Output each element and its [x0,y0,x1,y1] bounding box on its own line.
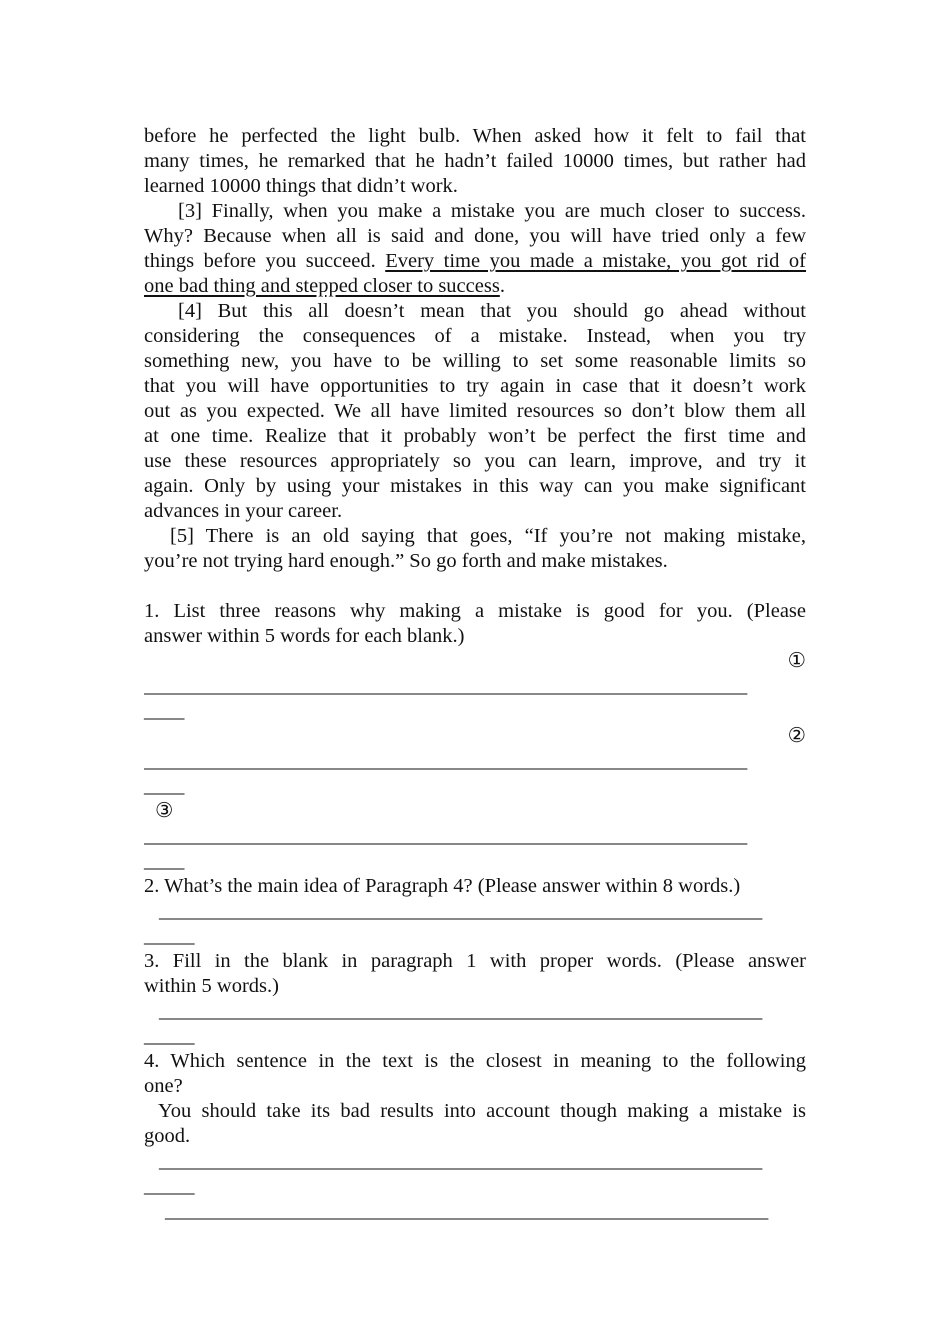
text-line: [3] Finally, when you make a mistake you are much closer to success. [178,200,806,222]
answer-line-extra[interactable]: ____________________________________________________________ [165,1200,769,1222]
answer-line-2-continued[interactable]: ____ [144,775,185,797]
question-text: within 5 words.) [144,975,279,997]
underlined-sentence: one bad thing and stepped closer to success [144,275,500,297]
answer-line-continued[interactable]: _____ [144,1175,195,1197]
quoted-sentence: good. [144,1125,191,1147]
paragraph-4 [144,299,806,524]
answer-line[interactable]: ____________________________________________________________ [159,1000,763,1022]
text-line [144,249,806,274]
question-text: one? [144,1075,183,1097]
answer-line-3[interactable]: ____________________________________________________________ [144,825,748,847]
question-text: 1. List three reasons why making a mistake is good for you. (Please [144,600,806,622]
answer-line-1-continued[interactable]: ____ [144,700,185,722]
question-text: 3. Fill in the blank in paragraph 1 with proper words. (Please answer [144,950,806,972]
answer-line-continued[interactable]: _____ [144,925,195,947]
underlined-sentence: Every time you made a mistake, you got rid of [385,250,807,272]
paragraph-2-tail [144,124,806,199]
answer-line-2[interactable]: ____________________________________________________________ [144,750,748,772]
text-line: use these resources appropriately so you can learn, improve, and try it [144,450,806,472]
question-4 [144,1049,806,1224]
spacer [144,574,806,599]
answer-marker-3: ③ [155,800,174,822]
paragraph-3 [144,199,806,299]
question-2 [144,874,806,949]
question-3 [144,949,806,1049]
answer-line-continued[interactable]: _____ [144,1025,195,1047]
text-line [144,274,806,299]
text-span: . [499,275,505,297]
answer-marker-2: ② [787,725,806,747]
question-text: 2. What’s the main idea of Paragraph 4? (Please answer within 8 words.) [144,875,741,897]
paragraph-5 [144,524,806,574]
answer-line[interactable]: ____________________________________________________________ [159,1150,763,1172]
text-line: you’re not trying hard enough.” So go forth and make mistakes. [144,550,668,572]
text-line: before he perfected the light bulb. When asked how it felt to fail that [144,125,806,147]
text-line: something new, you have to be willing to set some reasonable limits so [144,350,806,372]
quoted-sentence: You should take its bad results into account though making a mistake is [158,1100,806,1122]
question-text: answer within 5 words for each blank.) [144,625,465,647]
text-line: that you will have opportunities to try again in case that it doesn’t work [144,375,806,397]
text-line: at one time. Realize that it probably won’t be perfect the first time and [144,425,806,447]
question-1 [144,599,806,874]
answer-marker-1: ① [787,650,806,672]
text-line: again. Only by using your mistakes in this way can you make significant [144,475,806,497]
text-line: advances in your career. [144,500,343,522]
text-line: [4] But this all doesn’t mean that you should go ahead without [178,300,806,322]
answer-line-1[interactable]: ____________________________________________________________ [144,675,748,697]
worksheet-page [144,124,806,1224]
text-span: things before you succeed. [144,250,386,272]
text-line: considering the consequences of a mistake. Instead, when you try [144,325,806,347]
text-line: [5] There is an old saying that goes, “If you’re not making mistake, [170,525,806,547]
answer-line[interactable]: ____________________________________________________________ [159,900,763,922]
text-line: out as you expected. We all have limited resources so don’t blow them all [144,400,806,422]
question-text: 4. Which sentence in the text is the closest in meaning to the following [144,1050,806,1072]
text-line: many times, he remarked that he hadn’t failed 10000 times, but rather had [144,150,806,172]
answer-line-3-continued[interactable]: ____ [144,850,185,872]
text-line: Why? Because when all is said and done, you will have tried only a few [144,225,806,247]
text-line: learned 10000 things that didn’t work. [144,175,458,197]
